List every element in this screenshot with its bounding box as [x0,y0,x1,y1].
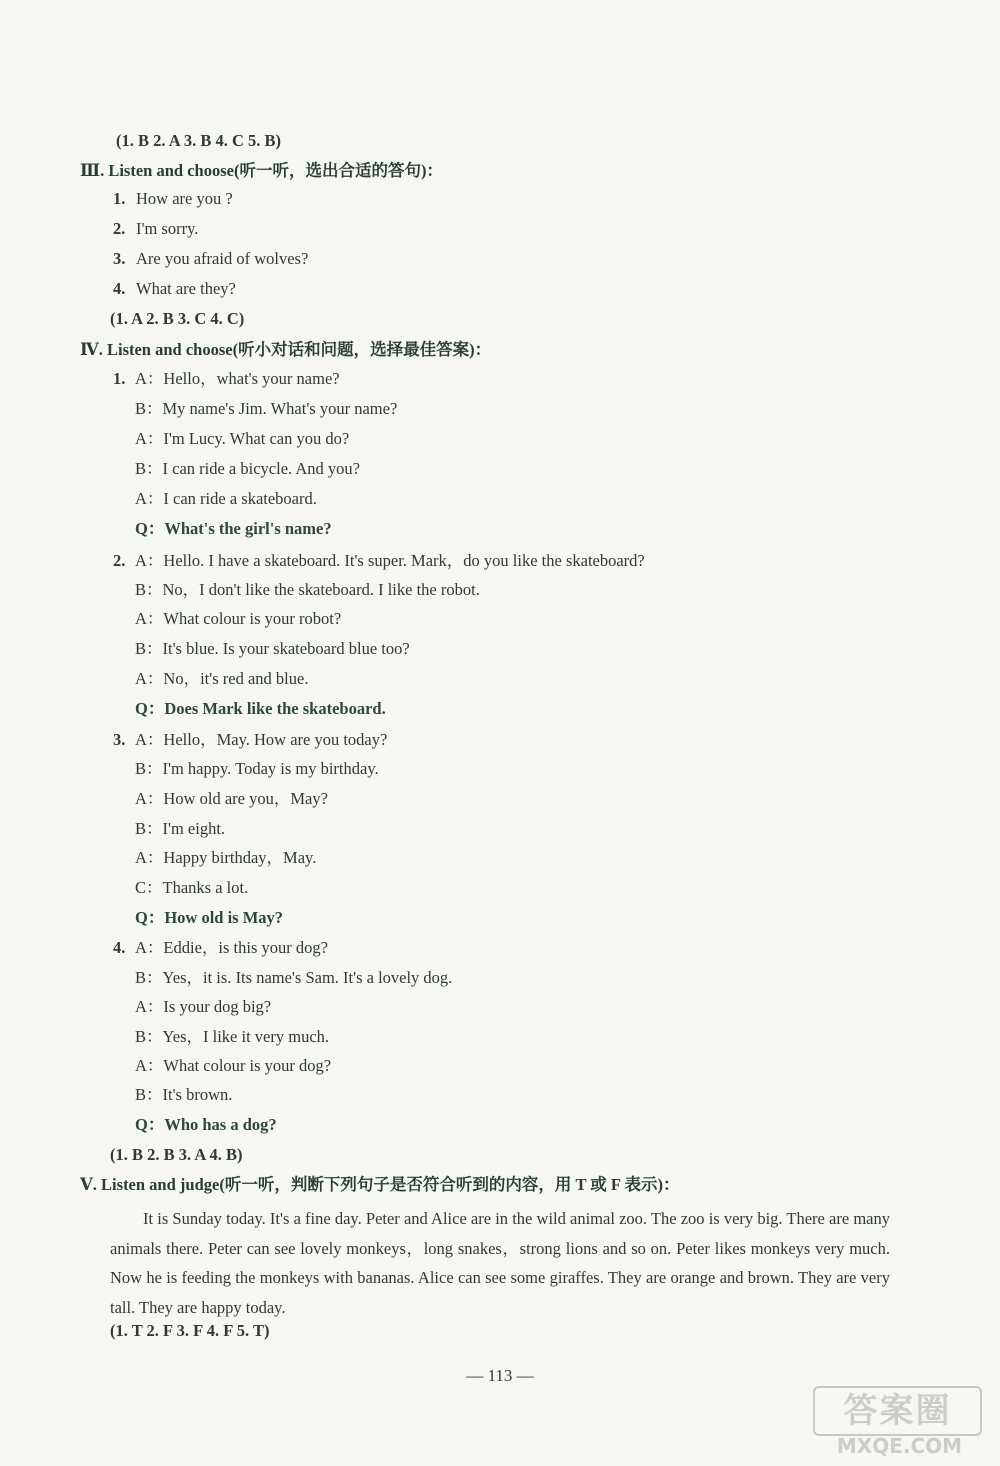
dialogue-line: B：No，I don't like the skateboard. I like the robot. [135,580,480,599]
dialogue-line: A：No，it's red and blue. [135,669,309,688]
item-number: 2. [113,219,126,238]
dialogue-number: 1. [113,369,126,388]
dialogue-line: B：I'm eight. [135,819,226,838]
dialogue-question: Q：What's the girl's name? [135,519,332,538]
dialogue-line: A：What colour is your robot? [135,609,342,628]
dialogue-line: A：Hello. I have a skateboard. It's super. Mark，do you like the skateboard? [135,551,645,570]
dialogue-number: 4. [113,938,126,957]
item-number: 4. [113,279,126,298]
item-number: 1. [113,189,126,208]
dialogue-number: 2. [113,551,126,570]
dialogue-line: A：What colour is your dog? [135,1056,332,1075]
dialogue-line: B：My name's Jim. What's your name? [135,399,398,418]
section-4-answers: (1. B 2. B 3. A 4. B) [110,1145,243,1164]
section-2-answers: (1. B 2. A 3. B 4. C 5. B) [116,131,282,150]
dialogue-line: A：Hello，May. How are you today? [135,730,388,749]
item-number: 3. [113,249,126,268]
section-3-heading: Ⅲ. Listen and choose(听一听，选出合适的答句)： [80,161,443,180]
dialogue-line: A：How old are you，May? [135,789,328,808]
dialogue-line: B：It's blue. Is your skateboard blue too? [135,639,410,658]
dialogue-line: A：Happy birthday，May. [135,848,317,867]
dialogue-line: B：It's brown. [135,1085,233,1104]
dialogue-line: C：Thanks a lot. [135,878,249,897]
listening-passage: It is Sunday today. It's a fine day. Peter and Alice are in the wild animal zoo. The zoo is very big. There are many animals there. Peter can see lovely monkeys，long snakes，strong lions and so on. Peter likes monkeys very much. Now he is feeding the monkeys with bananas. Alice can see some giraffes. They are orange and brown. They are very tall. They are happy today. [110,1209,890,1317]
section-4-heading: Ⅳ. Listen and choose(听小对话和问题，选择最佳答案)： [80,340,492,359]
dialogue-line: A：I can ride a skateboard. [135,489,317,508]
dialogue-line: A：Hello，what's your name? [135,369,340,388]
sentence-text: I'm sorry. [136,219,199,238]
sentence-text: How are you ? [136,189,233,208]
page-number: — 113 — [466,1366,534,1385]
sentence-text: Are you afraid of wolves? [136,249,309,268]
dialogue-line: B：I can ride a bicycle. And you? [135,459,360,478]
dialogue-number: 3. [113,730,126,749]
dialogue-line: A：I'm Lucy. What can you do? [135,429,350,448]
dialogue-line: B：Yes，it is. Its name's Sam. It's a lovely dog. [135,968,453,987]
sentence-text: What are they? [136,279,236,298]
section-3-answers: (1. A 2. B 3. C 4. C) [110,309,245,328]
dialogue-question: Q：How old is May? [135,908,284,927]
dialogue-line: B：I'm happy. Today is my birthday. [135,759,379,778]
watermark-bottom-text: MXQE.COM [836,1434,963,1458]
watermark-top-text: 答案圈 [813,1386,982,1436]
dialogue-line: B：Yes，I like it very much. [135,1027,330,1046]
dialogue-question: Q：Does Mark like the skateboard. [135,699,386,718]
section-5-answers: (1. T 2. F 3. F 4. F 5. T) [110,1321,270,1340]
dialogue-question: Q：Who has a dog? [135,1115,277,1134]
section-5-heading: Ⅴ. Listen and judge(听一听，判断下列句子是否符合听到的内容，用 T 或 F 表示)： [80,1175,680,1194]
dialogue-line: A：Is your dog big? [135,997,272,1016]
dialogue-line: A：Eddie，is this your dog? [135,938,328,957]
watermark-logo [817,1386,982,1458]
